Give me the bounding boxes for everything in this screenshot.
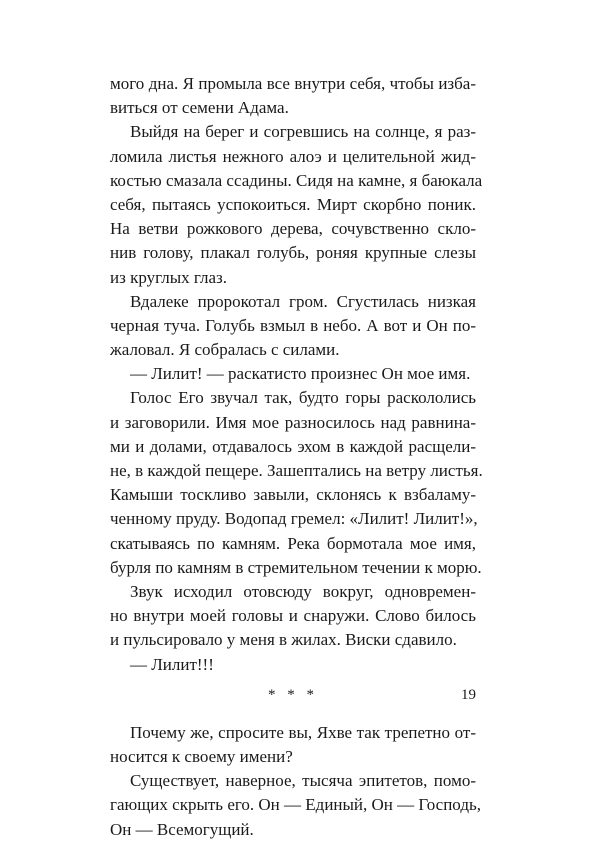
text-line: но внутри моей головы и снаружи. Слово билось [110,606,476,626]
text-line: черная туча. Голубь взмыл в небо. А вот и Он по- [110,315,476,335]
text-line: Почему же, спросите вы, Яхве так трепетно от- [130,722,476,742]
text-line: жаловал. Я собралась с силами. [110,340,340,360]
text-line: ми и долами, отдавалось эхом в каждой расщели- [110,436,476,456]
text-line: ченному пруду. Водопад гремел: «Лилит! Лилит!», [110,509,478,529]
text-line: бурля по камням в стремительном течении к морю. [110,557,482,577]
text-line: из круглых глаз. [110,267,227,287]
text-line: и заговорили. Имя мое разносилось над равнина- [110,412,476,432]
text-line: Выйдя на берег и согревшись на солнце, я раз- [130,122,476,142]
text-block-after-separator [110,721,481,842]
book-page [110,72,483,842]
section-separator: * * * [268,686,318,703]
text-line: и пульсировало у меня в жилах. Виски сдавило. [110,630,457,650]
text-line: ломила листья нежного алоэ и целительной жид- [110,146,476,166]
text-line: Звук исходил отовсюду вокруг, одновремен- [130,581,476,601]
text-line: — Лилит!!! [130,654,214,674]
text-line: не, в каждой пещере. Зашептались на ветру листья. [110,461,483,480]
text-line: костью смазала ссадины. Сидя на камне, я баюкала [110,170,483,190]
text-line: Камыши тоскливо завыли, склонясь к взбаламу- [110,485,476,505]
text-line: Вдалеке пророкотал гром. Сгустилась низкая [130,291,476,311]
text-line: носится к своему имени? [110,747,293,767]
text-block-main [110,72,483,677]
text-line: На ветви рожкового дерева, сочувственно скло- [110,219,476,239]
text-line: гающих скрыть его. Он — Единый, Он — Господь, [110,795,481,815]
text-line: Он — Всемогущий. [110,819,254,839]
page-number: 19 [461,687,476,703]
text-line: себя, пытаясь успокоиться. Мирт скорбно поник. [110,194,476,214]
text-line: — Лилит! — раскатисто произнес Он мое имя. [130,364,471,384]
text-line: Существует, наверное, тысяча эпитетов, помо- [130,771,476,791]
text-line: нив голову, плакал голубь, роняя крупные слезы [110,243,476,263]
text-line: мого дна. Я промыла все внутри себя, чтобы изба- [110,74,476,93]
text-line: виться от семени Адама. [110,98,289,118]
text-line: скатываясь по камням. Река бормотала мое имя, [110,533,476,553]
text-line: Голос Его звучал так, будто горы раскололись [130,388,476,408]
